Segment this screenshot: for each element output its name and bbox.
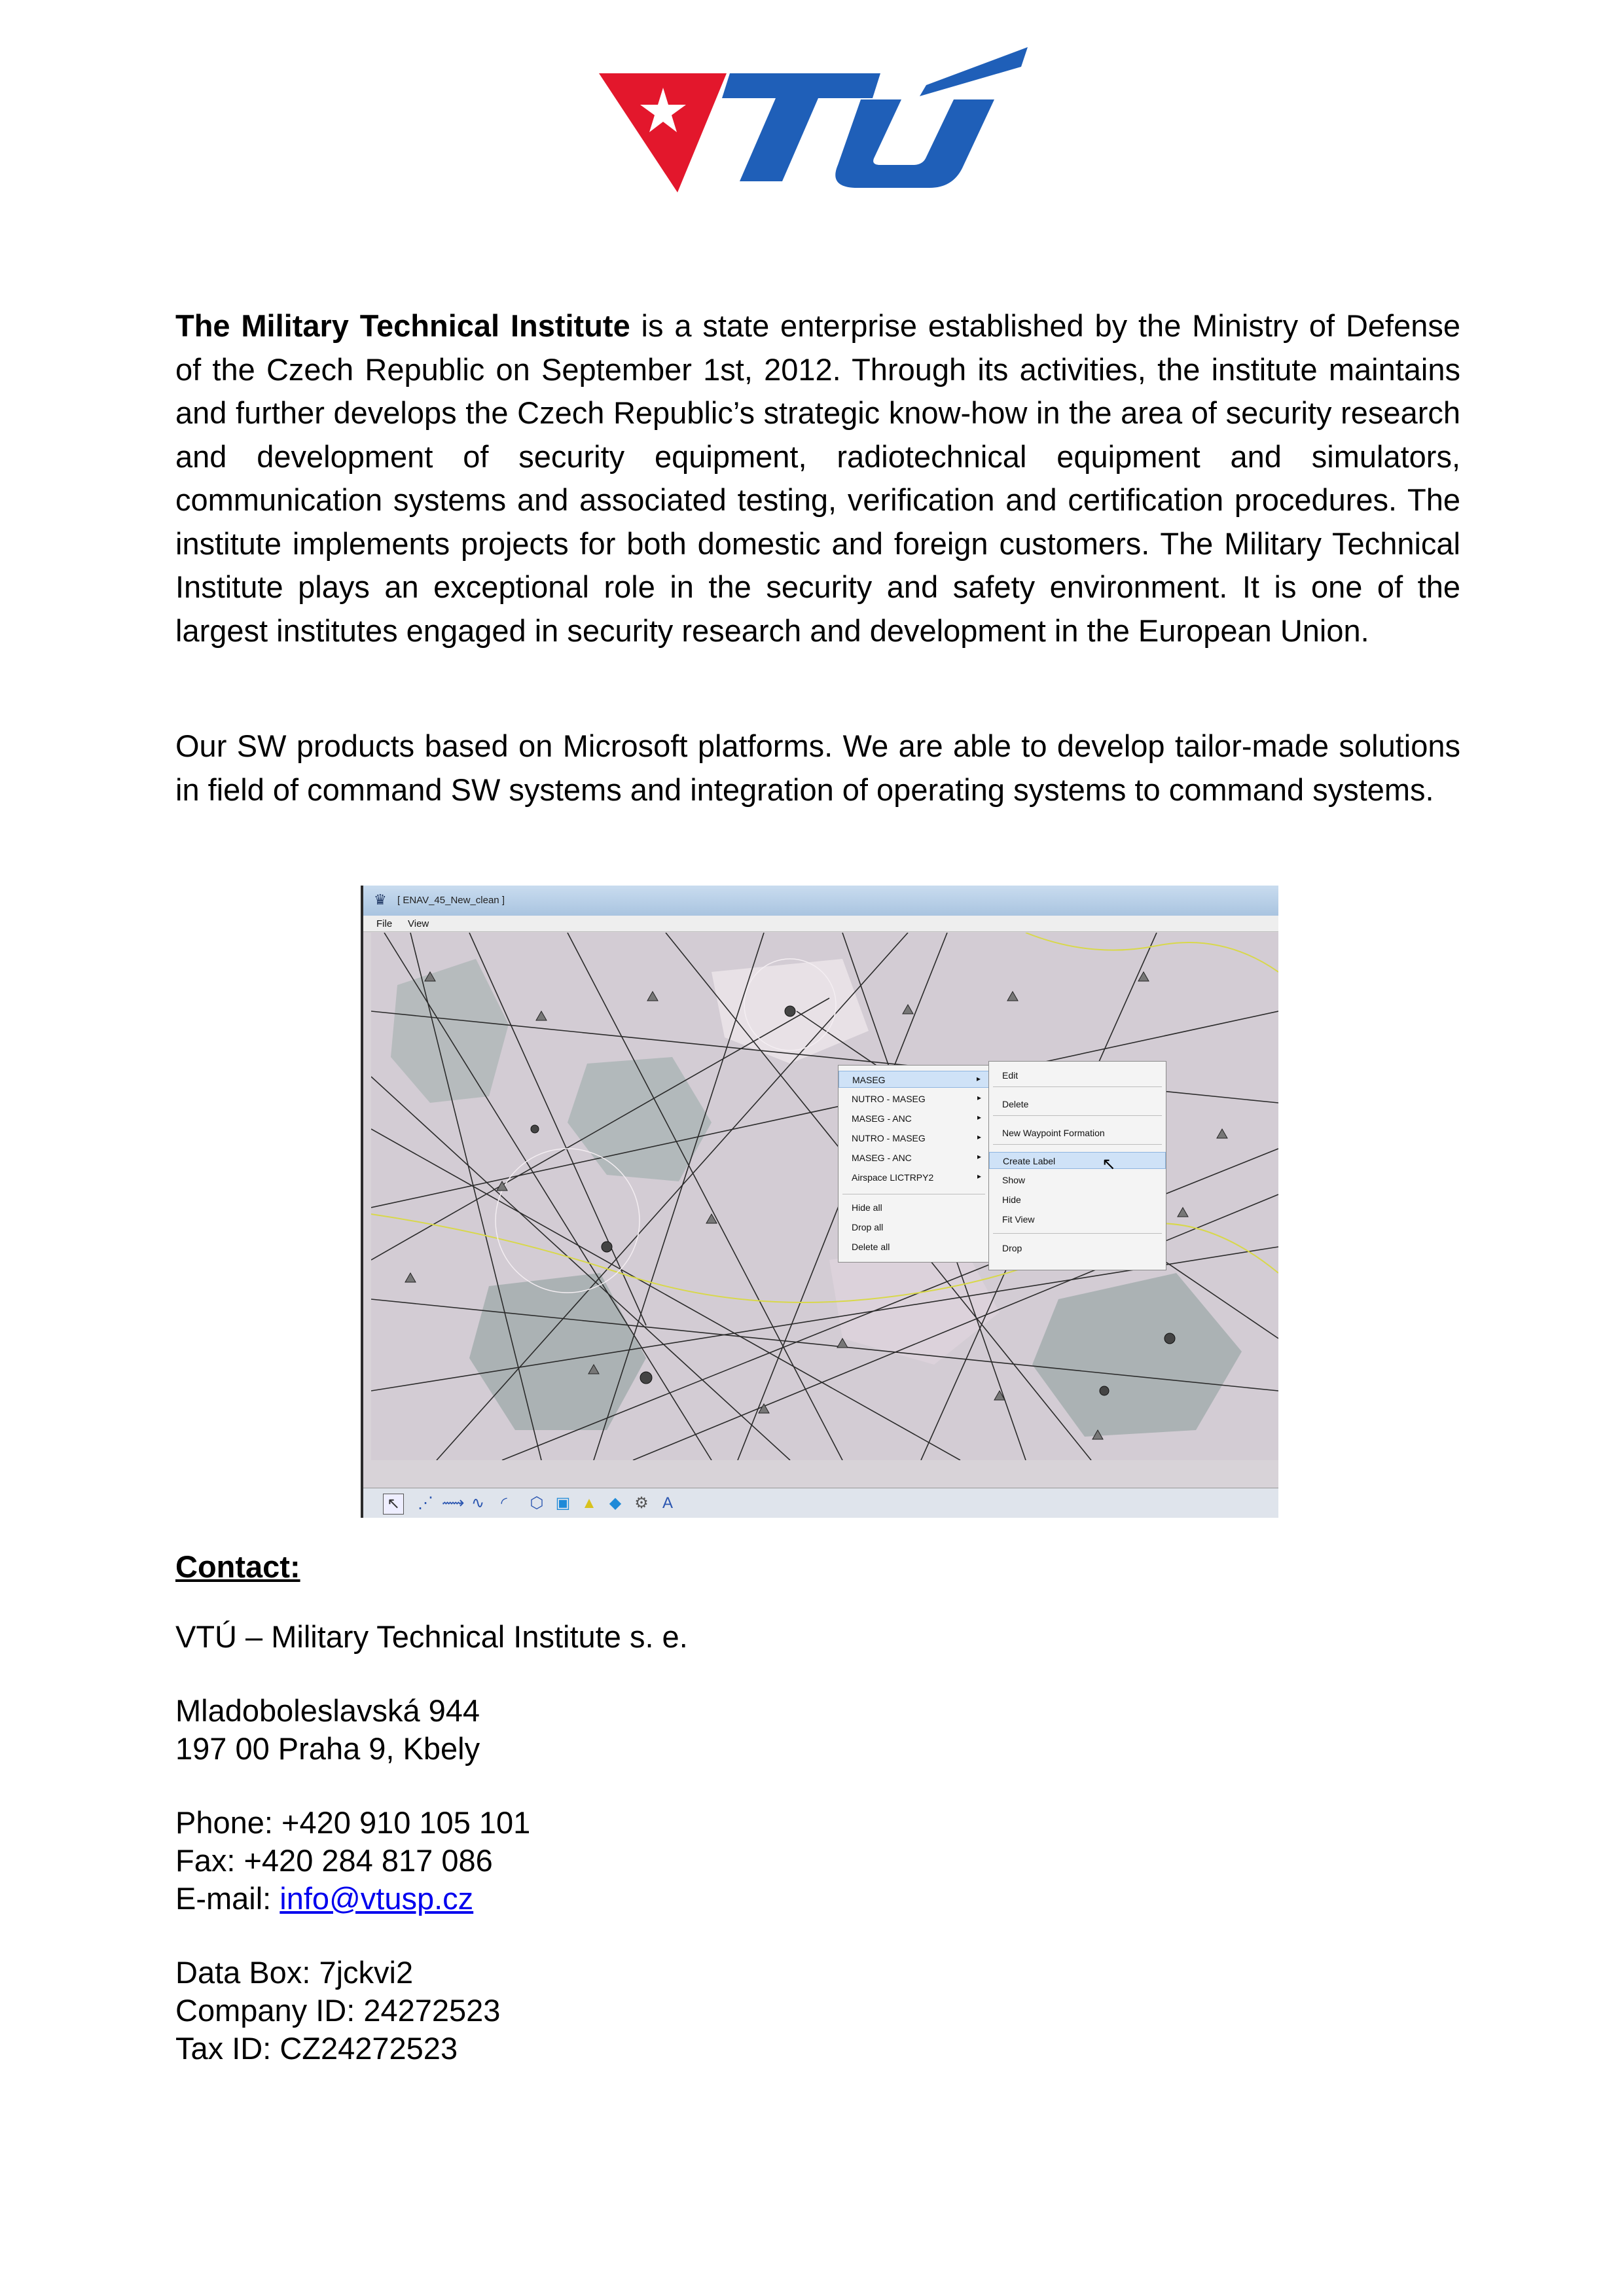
- contact-city: 197 00 Praha 9, Kbely: [175, 1731, 480, 1766]
- text-tool-icon[interactable]: A: [662, 1494, 673, 1512]
- app-icon: ♛: [374, 891, 387, 908]
- context-item-airspace[interactable]: Airspace LICTRPY2 ▸: [852, 1172, 981, 1183]
- submenu-arrow-icon: ▸: [977, 1152, 981, 1161]
- vtu-logo: [599, 47, 1028, 192]
- context-item-maseg[interactable]: MASEG ▸: [839, 1071, 989, 1088]
- window-titlebar: [363, 886, 1278, 916]
- logo-accent: [920, 47, 1028, 96]
- measure-tool-icon[interactable]: ⚙: [634, 1494, 649, 1512]
- logo-blue-u: [835, 99, 994, 188]
- menu-separator: [993, 1115, 1162, 1116]
- window-title: [ ENAV_45_New_clean ]: [397, 895, 505, 906]
- context-item-hide-all[interactable]: Hide all: [852, 1202, 882, 1213]
- contact-heading: Contact:: [175, 1549, 300, 1584]
- route-tool-icon[interactable]: ⟿: [442, 1494, 465, 1512]
- triangle-tool-icon[interactable]: ▲: [581, 1494, 597, 1512]
- intro-paragraph-1: [175, 304, 1460, 653]
- context-item-delete[interactable]: Delete: [1002, 1099, 1029, 1109]
- context-item-nutro-maseg[interactable]: NUTRO - MASEG ▸: [852, 1093, 981, 1104]
- context-item-hide[interactable]: Hide: [1002, 1194, 1021, 1205]
- context-item-create-label[interactable]: Create Label: [989, 1152, 1166, 1169]
- navaid: [640, 1372, 652, 1384]
- logo-blue-t-stem: [740, 98, 818, 181]
- email-link[interactable]: info@vtusp.cz: [280, 1881, 474, 1916]
- org-name: The Military Technical Institute: [175, 308, 630, 343]
- context-menu-actions: [988, 1061, 1166, 1270]
- contact-email-line: [175, 1880, 473, 1918]
- contact-phone: Phone: +420 910 105 101: [175, 1805, 531, 1840]
- context-item-delete-all[interactable]: Delete all: [852, 1242, 890, 1252]
- contact-fax: Fax: +420 284 817 086: [175, 1843, 493, 1878]
- context-item-maseg-anc-2[interactable]: MASEG - ANC ▸: [852, 1152, 981, 1163]
- software-screenshot: [361, 886, 1278, 1518]
- contact-data-box: Data Box: 7jckvi2: [175, 1955, 414, 1990]
- context-item-new-waypoint-formation[interactable]: New Waypoint Formation: [1002, 1128, 1105, 1138]
- context-item-drop-all[interactable]: Drop all: [852, 1222, 884, 1232]
- navaid: [1164, 1333, 1175, 1344]
- contact-tax-id: Tax ID: CZ24272523: [175, 2031, 458, 2066]
- contact-street: Mladoboleslavská 944: [175, 1693, 480, 1728]
- context-item-nutro-maseg-2[interactable]: NUTRO - MASEG ▸: [852, 1132, 981, 1143]
- contact-org: VTÚ – Military Technical Institute s. e.: [175, 1619, 688, 1654]
- logo-blue-t-bar: [722, 73, 880, 98]
- select-arrow-icon[interactable]: ↖: [383, 1494, 404, 1515]
- submenu-arrow-icon: ▸: [977, 1132, 981, 1141]
- label-tool-icon[interactable]: ▣: [555, 1494, 571, 1512]
- intro-paragraph-2: Our SW products based on Microsoft platforms. We are able to develop tailor-made solutions in field of command SW systems and integration of operating systems to command systems.: [175, 728, 1460, 807]
- context-item-edit[interactable]: Edit: [1002, 1070, 1019, 1081]
- context-item-show[interactable]: Show: [1002, 1175, 1026, 1185]
- submenu-arrow-icon: ▸: [977, 1172, 981, 1181]
- route-tool-icon[interactable]: ⋰: [418, 1494, 433, 1512]
- menu-file[interactable]: File: [376, 918, 393, 929]
- intro-text-1: is a state enterprise established by the Ministry of Defense of the Czech Republic on September 1st, 2012. Through its activities, the institute maintains and further develops the Czech Republic’s strategic know-how in the area of security research and development of security equipment, radiotechnical equipment and simulators, communication systems and associated testing, verification and certification procedures. The institute implements projects for both domestic and foreign customers. The Military Technical Institute plays an exceptional role in the security and safety environment. It is one of the largest institutes engaged in security research and development in the European Union.: [175, 308, 1461, 648]
- polygon-tool-icon[interactable]: ⬡: [530, 1494, 544, 1512]
- contact-company-id: Company ID: 24272523: [175, 1993, 501, 2028]
- context-item-drop[interactable]: Drop: [1002, 1243, 1022, 1253]
- mouse-cursor-icon: ↖: [1102, 1154, 1116, 1174]
- navaid: [531, 1125, 539, 1133]
- logo-text: VTÚ: [599, 47, 600, 48]
- arc-tool-icon[interactable]: ◜: [501, 1494, 507, 1512]
- submenu-arrow-icon: ▸: [977, 1113, 981, 1122]
- email-label: E-mail:: [175, 1881, 280, 1916]
- shape-tool-icon[interactable]: ◆: [609, 1494, 622, 1512]
- map-toolbar: [363, 1488, 1278, 1518]
- menu-separator: [993, 1233, 1162, 1234]
- submenu-arrow-icon: ▸: [976, 1074, 981, 1083]
- context-menu-layers: [838, 1065, 990, 1263]
- navaid: [785, 1006, 795, 1016]
- submenu-arrow-icon: ▸: [977, 1093, 981, 1102]
- context-item-maseg-anc[interactable]: MASEG - ANC ▸: [852, 1113, 981, 1124]
- menu-separator: [993, 1086, 1162, 1087]
- route-tool-icon[interactable]: ∿: [471, 1494, 485, 1512]
- navaid: [602, 1242, 612, 1252]
- menu-separator: [993, 1144, 1162, 1145]
- menubar: [363, 916, 1278, 932]
- navaid: [1100, 1386, 1109, 1395]
- context-item-fit-view[interactable]: Fit View: [1002, 1214, 1035, 1225]
- menu-view[interactable]: View: [408, 918, 429, 929]
